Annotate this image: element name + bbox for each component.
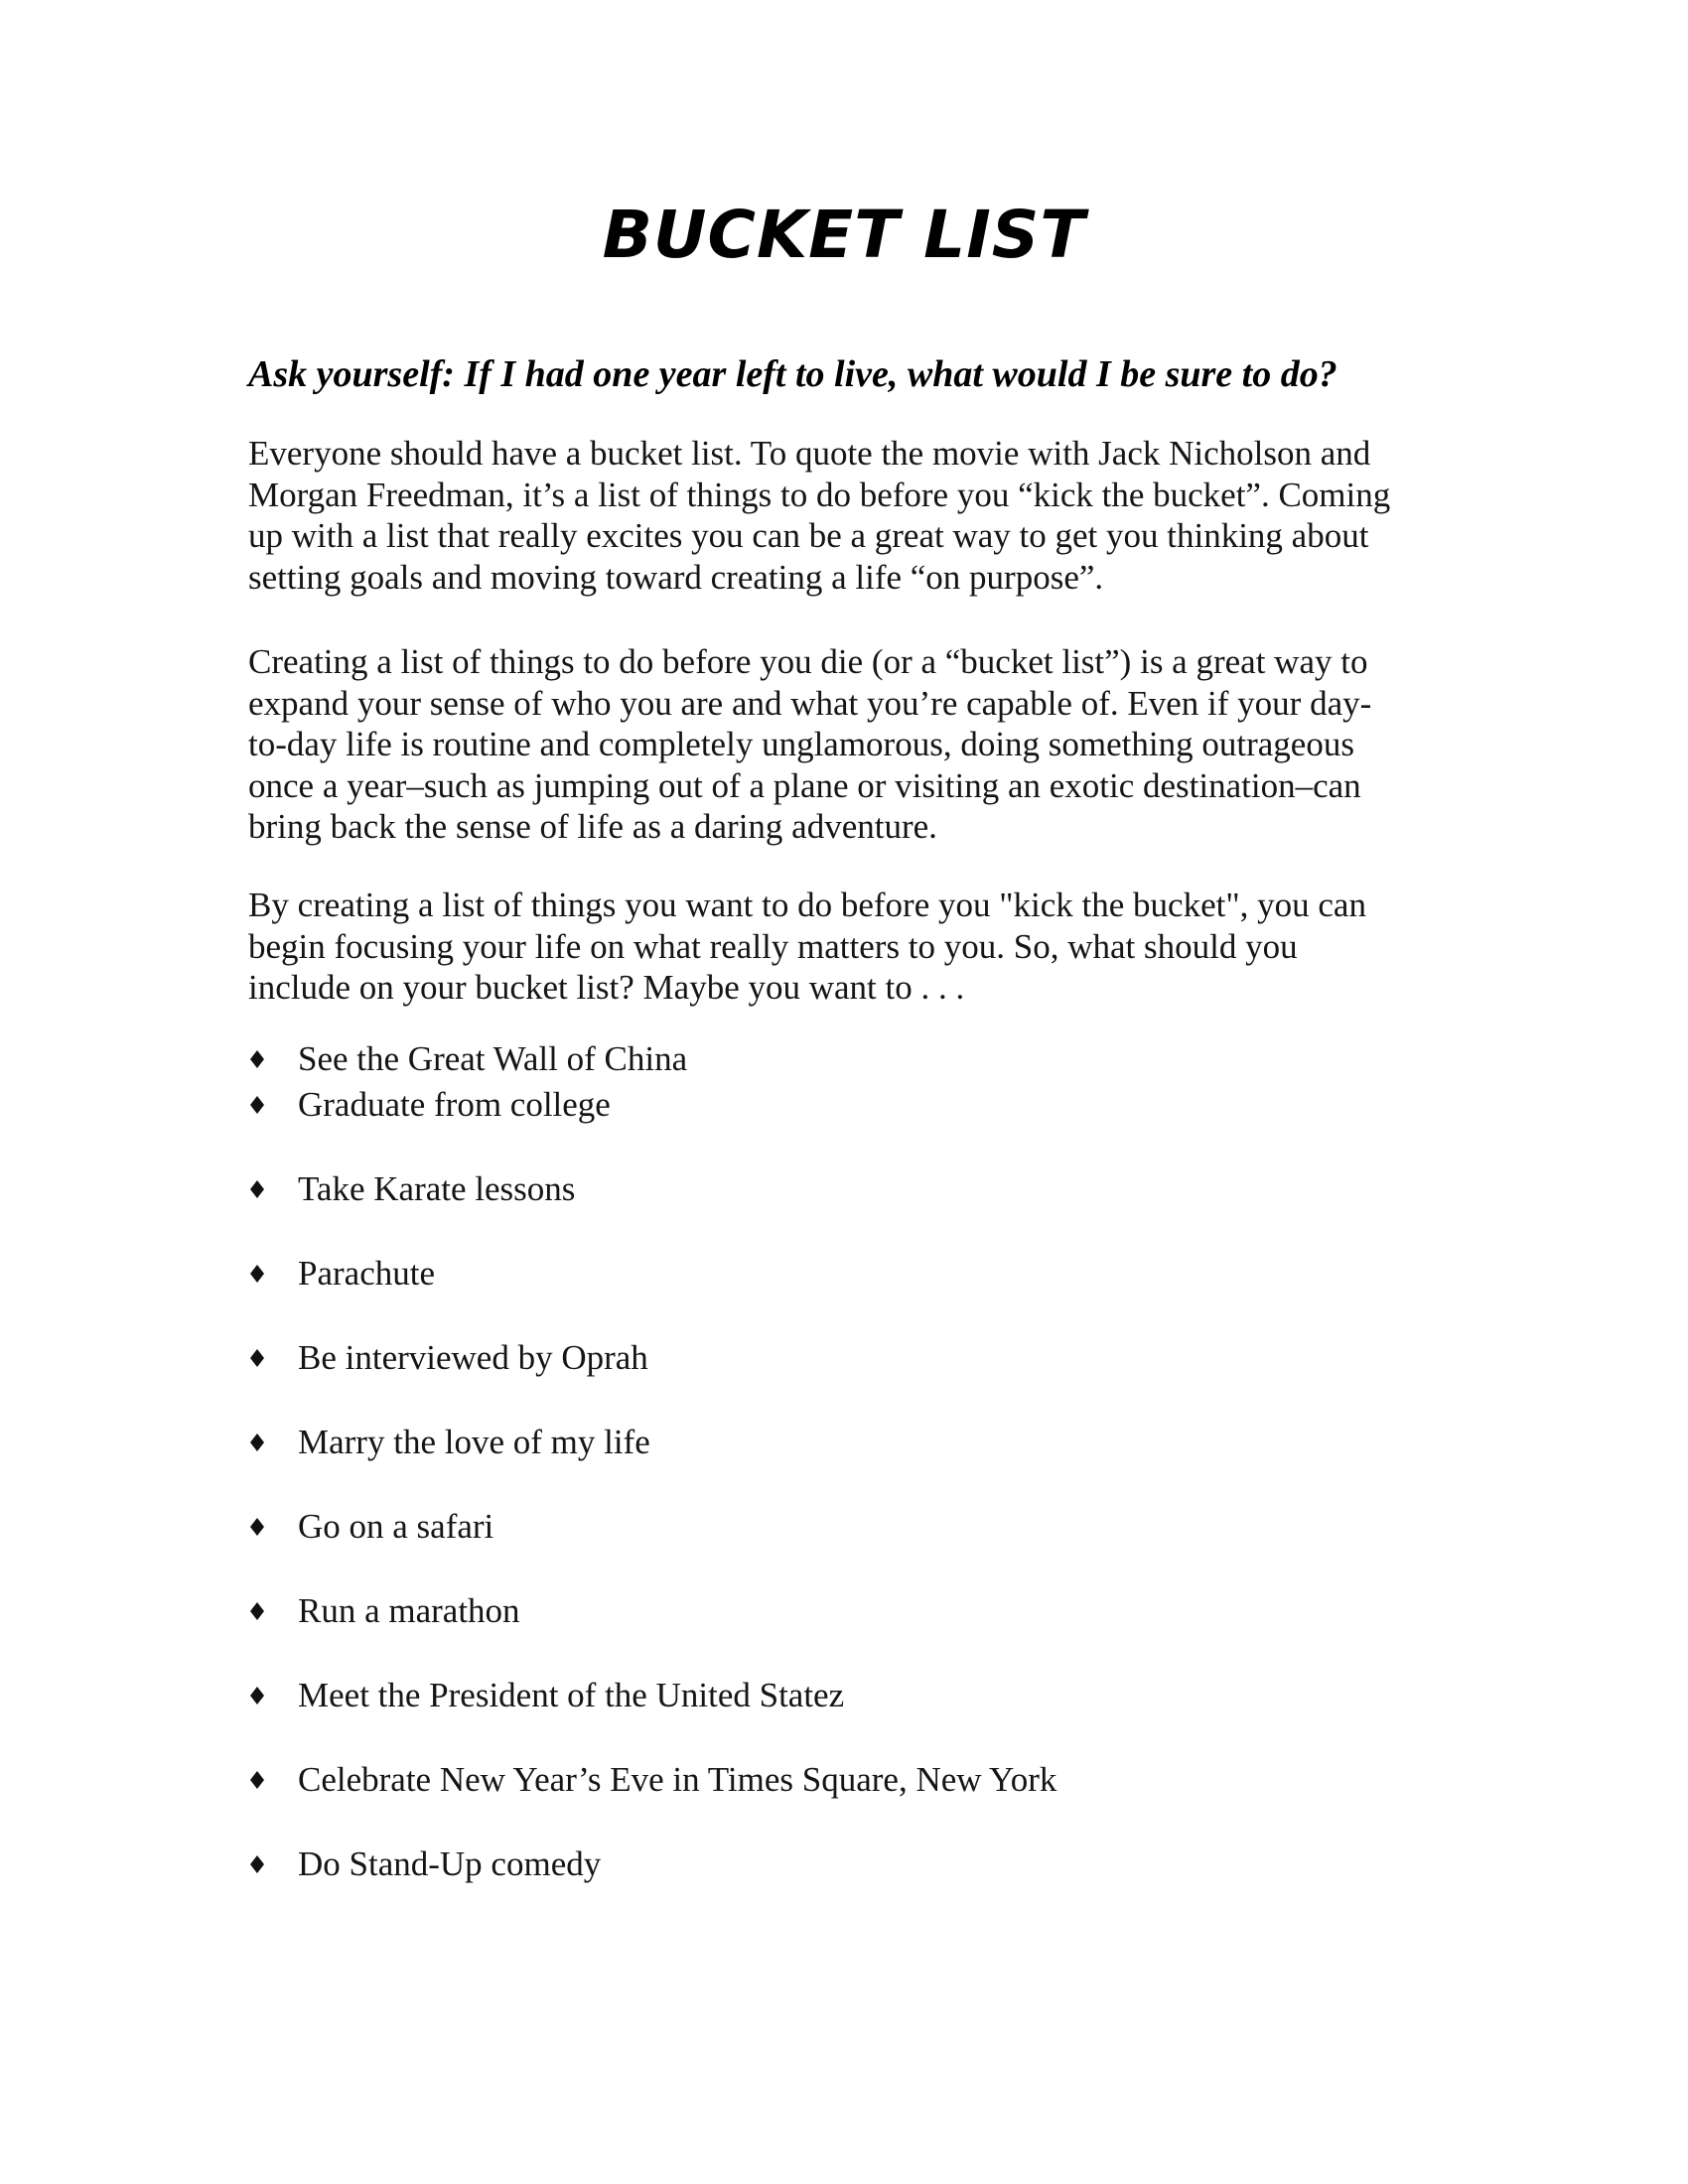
- page-title: BUCKET LIST: [602, 197, 1086, 273]
- list-item-text: Take Karate lessons: [298, 1169, 576, 1208]
- list-item-text: Graduate from college: [298, 1085, 611, 1124]
- paragraph-focus: [248, 885, 1470, 1009]
- list-item-text: Run a marathon: [298, 1591, 520, 1630]
- diamond-bullet-icon: [248, 1050, 266, 1068]
- diamond-bullet-icon: [248, 1433, 266, 1451]
- list-item-text: See the Great Wall of China: [298, 1039, 688, 1078]
- diamond-bullet-icon: [248, 1180, 266, 1198]
- paragraph-intro: [248, 433, 1470, 598]
- list-item-text: Meet the President of the United Statez: [298, 1676, 845, 1714]
- paragraph-line: Everyone should have a bucket list. To quote the movie with Jack Nicholson and: [248, 434, 1371, 473]
- list-item-text: Marry the love of my life: [298, 1423, 650, 1461]
- paragraph-line: By creating a list of things you want to do before you "kick the bucket", you can: [248, 886, 1366, 924]
- paragraph-creating-list: [248, 641, 1470, 848]
- subtitle: Ask yourself: If I had one year left to live, what would I be sure to do?: [248, 353, 1337, 395]
- list-item-text: Parachute: [298, 1254, 435, 1293]
- diamond-bullet-icon: [248, 1096, 266, 1114]
- list-item-text: Celebrate New Year’s Eve in Times Square, New York: [298, 1760, 1057, 1799]
- paragraph-line: begin focusing your life on what really matters to you. So, what should you: [248, 926, 1298, 966]
- paragraph-line: to-day life is routine and completely unglamorous, doing something outrageous: [248, 725, 1354, 763]
- paragraph-line: expand your sense of who you are and what you’re capable of. Even if your day-: [248, 683, 1372, 723]
- paragraph-line: once a year–such as jumping out of a plane or visiting an exotic destination–can: [248, 765, 1361, 805]
- diamond-bullet-icon: [248, 1602, 266, 1620]
- list-item-text: Be interviewed by Oprah: [298, 1338, 648, 1377]
- list-item-text: Do Stand-Up comedy: [298, 1844, 602, 1883]
- paragraph-line: include on your bucket list? Maybe you want to . . .: [248, 968, 965, 1007]
- diamond-bullet-icon: [248, 1349, 266, 1367]
- diamond-bullet-icon: [248, 1518, 266, 1536]
- paragraph-line: bring back the sense of life as a daring adventure.: [248, 807, 937, 846]
- diamond-bullet-icon: [248, 1687, 266, 1705]
- diamond-bullet-icon: [248, 1855, 266, 1873]
- paragraph-line: Creating a list of things to do before you die (or a “bucket list”) is a great way to: [248, 642, 1368, 681]
- diamond-bullet-icon: [248, 1265, 266, 1283]
- diamond-bullet-icon: [248, 1771, 266, 1789]
- paragraph-line: setting goals and moving toward creating a life “on purpose”.: [248, 557, 1104, 597]
- paragraph-line: Morgan Freedman, it’s a list of things to do before you “kick the bucket”. Coming: [248, 475, 1391, 514]
- paragraph-line: up with a list that really excites you can be a great way to get you thinking about: [248, 516, 1369, 555]
- document-page: [248, 0, 1440, 2184]
- list-item-text: Go on a safari: [298, 1507, 494, 1546]
